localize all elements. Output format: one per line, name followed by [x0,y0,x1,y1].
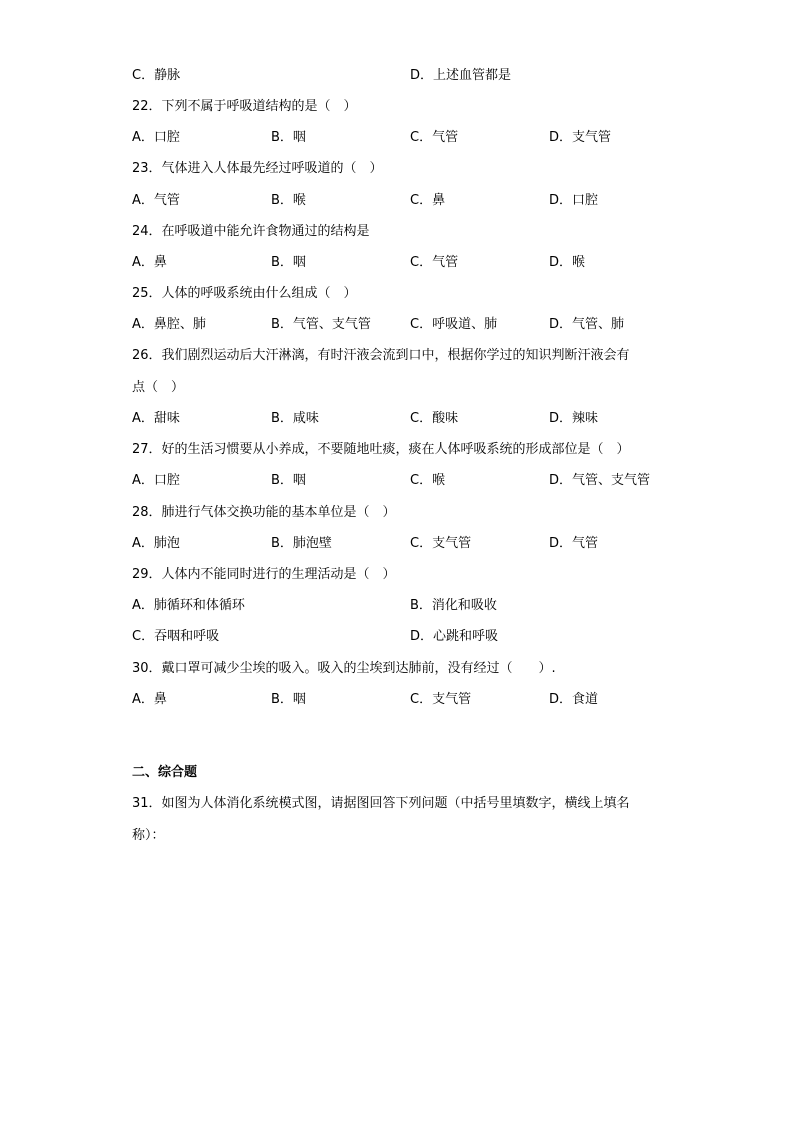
option: A．肺循环和体循环 [132,598,245,613]
question-26-cont: 点（ ） [132,380,185,395]
option: B．气管、支气管 [271,317,371,332]
option: C．支气管 [410,692,472,707]
question-28: 28．肺进行气体交换功能的基本单位是（ ） [132,505,396,520]
option: D．辣味 [549,411,599,426]
question-26: 26．我们剧烈运动后大汗淋漓，有时汗液会流到口中，根据你学过的知识判断汗液会有 [132,348,630,363]
question-31: 31．如图为人体消化系统模式图，请据图回答下列问题（中括号里填数字，横线上填名 [132,796,630,811]
question-22: 22．下列不属于呼吸道结构的是（ ） [132,99,357,114]
option: B．喉 [271,193,306,208]
option: A．口腔 [132,473,180,488]
question-23: 23．气体进入人体最先经过呼吸道的（ ） [132,161,383,176]
option: A．甜味 [132,411,180,426]
option: B．咸味 [271,411,319,426]
option: B．咽 [271,255,306,270]
question-31-cont: 称）： [132,828,165,843]
option: A．鼻 [132,255,167,270]
option: D．支气管 [549,130,612,145]
option: B．咽 [271,692,306,707]
option: C．气管 [410,255,459,270]
option: C．静脉 [132,68,181,83]
option: B．咽 [271,473,306,488]
option: C．鼻 [410,193,446,208]
option: D．气管 [549,536,599,551]
question-30: 30．戴口罩可减少尘埃的吸入。吸入的尘埃到达肺前，没有经过（ ）. [132,661,556,676]
question-29: 29．人体内不能同时进行的生理活动是（ ） [132,567,396,582]
option: C．呼吸道、肺 [410,317,498,332]
question-24: 24．在呼吸道中能允许食物通过的结构是 [132,224,370,239]
option: D．心跳和呼吸 [410,629,499,644]
option: A．鼻 [132,692,167,707]
option: C．支气管 [410,536,472,551]
option: B．咽 [271,130,306,145]
option: A．口腔 [132,130,180,145]
option: A．肺泡 [132,536,180,551]
option: D．食道 [549,692,599,707]
option: B．肺泡壁 [271,536,332,551]
option: D．上述血管都是 [410,68,512,83]
option: D．喉 [549,255,586,270]
option: D．气管、支气管 [549,473,651,488]
section-title: 二、综合题 [132,765,198,780]
option: D．气管、肺 [549,317,625,332]
option: C．气管 [410,130,459,145]
option: A．气管 [132,193,180,208]
option: C．喉 [410,473,446,488]
option: C．酸味 [410,411,459,426]
option: B．消化和吸收 [410,598,497,613]
option: A．鼻腔、肺 [132,317,206,332]
option: D．口腔 [549,193,599,208]
option: C．吞咽和呼吸 [132,629,220,644]
question-25: 25．人体的呼吸系统由什么组成（ ） [132,286,357,301]
question-27: 27．好的生活习惯要从小养成，不要随地吐痰，痰在人体呼吸系统的形成部位是（ ） [132,442,630,457]
